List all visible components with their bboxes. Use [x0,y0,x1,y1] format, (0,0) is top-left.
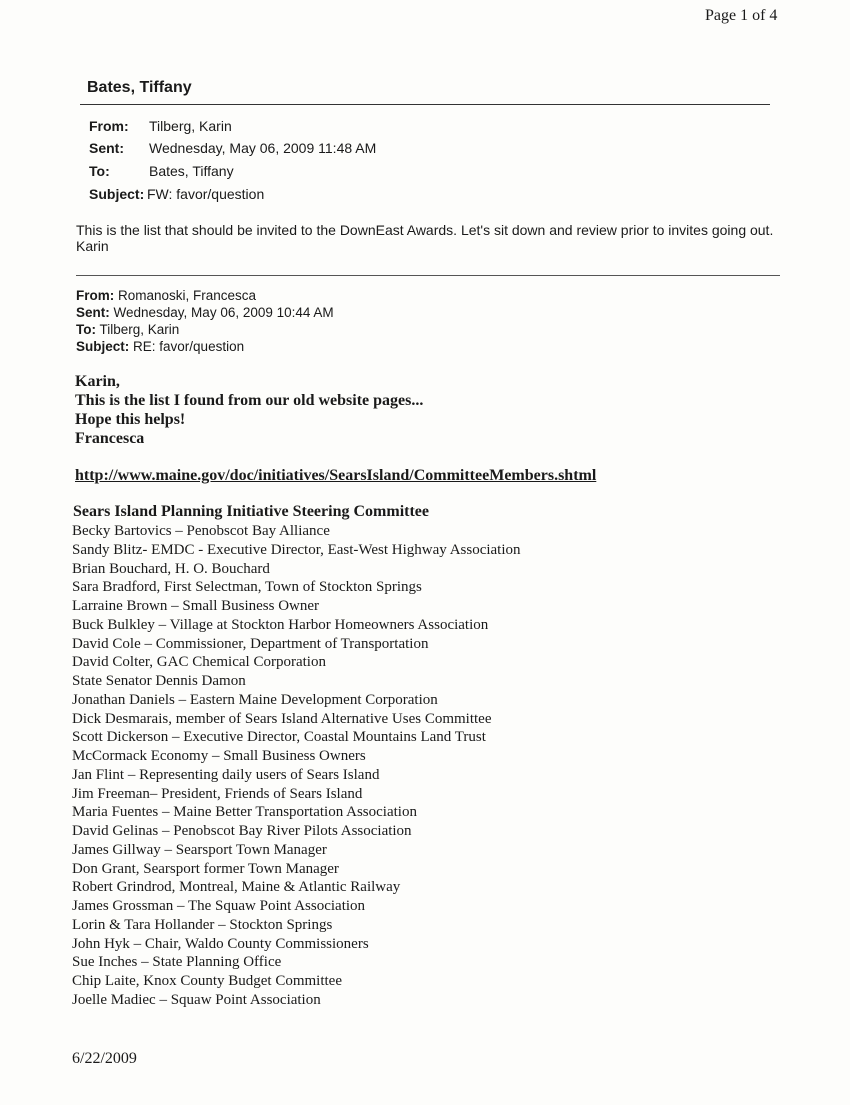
message-line: This is the list I found from our old website pages... [75,392,424,409]
committee-member: David Cole – Commissioner, Department of Transportation [72,635,429,652]
fwd-from-row [76,287,334,304]
committee-member: James Grossman – The Squaw Point Association [72,898,366,914]
committee-member: Lorin & Tara Hollander – Stockton Springs [72,916,333,933]
email-body-signature: Karin [76,238,109,254]
fwd-to-label: To: [76,322,96,337]
footer-date: 6/22/2009 [72,1050,137,1067]
committee-member: Joelle Madiec – Squaw Point Association [72,991,321,1008]
committee-member: Brian Bouchard, H. O. Bouchard [72,560,270,577]
fwd-sent-row [76,304,334,321]
forwarded-message [75,372,423,448]
fwd-to-value: Tilberg, Karin [99,322,180,337]
to-value: Bates, Tiffany [149,163,234,179]
message-line: Hope this helps! [75,411,186,428]
committee-member: John Hyk – Chair, Waldo County Commissioners [72,935,369,952]
committee-member: Scott Dickerson – Executive Director, Coastal Mountains Land Trust [72,729,486,746]
fwd-subject-value: RE: favor/question [133,339,245,354]
fwd-to-row [76,321,334,338]
from-value: Tilberg, Karin [149,118,232,134]
committee-member: Dick Desmarais, member of Sears Island Alternative Uses Committee [72,710,492,727]
committee-member: Becky Bartovics – Penobscot Bay Alliance [72,523,330,539]
committee-member: Jonathan Daniels – Eastern Maine Development Corporation [72,691,438,708]
committee-member: State Senator Dennis Damon [72,673,246,689]
committee-member: Jan Flint – Representing daily users of Sears Island [72,766,380,783]
fwd-sent-label: Sent: [76,305,110,320]
fwd-subject-label: Subject: [76,339,130,354]
header-divider [80,104,770,105]
to-label: To: [89,163,110,179]
committee-member: Jim Freeman– President, Friends of Sears Island [72,785,363,802]
committee-member: Larraine Brown – Small Business Owner [72,598,320,614]
forward-divider [76,275,780,276]
greeting: Karin, [75,373,120,390]
sent-value: Wednesday, May 06, 2009 11:48 AM [149,140,377,156]
committee-member-list [72,522,521,1010]
committee-member: Don Grant, Searsport former Town Manager [72,860,339,877]
committee-member: McCormack Economy – Small Business Owners [72,748,366,764]
committee-member: Sara Bradford, First Selectman, Town of Stockton Springs [72,579,422,596]
subject-label: Subject: [89,186,145,202]
committee-member: David Gelinas – Penobscot Bay River Pilots Association [72,823,412,839]
subject-value: FW: favor/question [147,186,265,202]
forwarded-header [76,287,334,355]
fwd-from-label: From: [76,288,115,303]
fwd-from-value: Romanoski, Francesca [118,288,257,303]
committee-member: James Gillway – Searsport Town Manager [72,841,327,858]
committee-member: Maria Fuentes – Maine Better Transportation Association [72,804,417,821]
committee-url-link[interactable]: http://www.maine.gov/doc/initiatives/SearsIsland/CommitteeMembers.shtml [75,467,597,484]
page-number: Page 1 of 4 [705,7,778,24]
signature: Francesca [75,430,145,447]
committee-member: Buck Bulkley – Village at Stockton Harbor Homeowners Association [72,616,489,633]
committee-member: Robert Grindrod, Montreal, Maine & Atlantic Railway [72,879,401,896]
mailbox-owner: Bates, Tiffany [87,79,192,96]
committee-member: Sandy Blitz- EMDC - Executive Director, East-West Highway Association [72,541,521,558]
committee-member: Chip Laite, Knox County Budget Committee [72,973,342,989]
fwd-subject-row [76,338,334,355]
fwd-sent-value: Wednesday, May 06, 2009 10:44 AM [113,305,334,320]
from-label: From: [89,118,129,134]
committee-member: David Colter, GAC Chemical Corporation [72,654,326,671]
committee-title: Sears Island Planning Initiative Steering Committee [73,503,429,520]
email-body-line: This is the list that should be invited to the DownEast Awards. Let's sit down and review prior to invites going out. [76,222,774,238]
sent-label: Sent: [89,140,124,156]
committee-member: Sue Inches – State Planning Office [72,954,282,971]
email-body [76,222,773,254]
